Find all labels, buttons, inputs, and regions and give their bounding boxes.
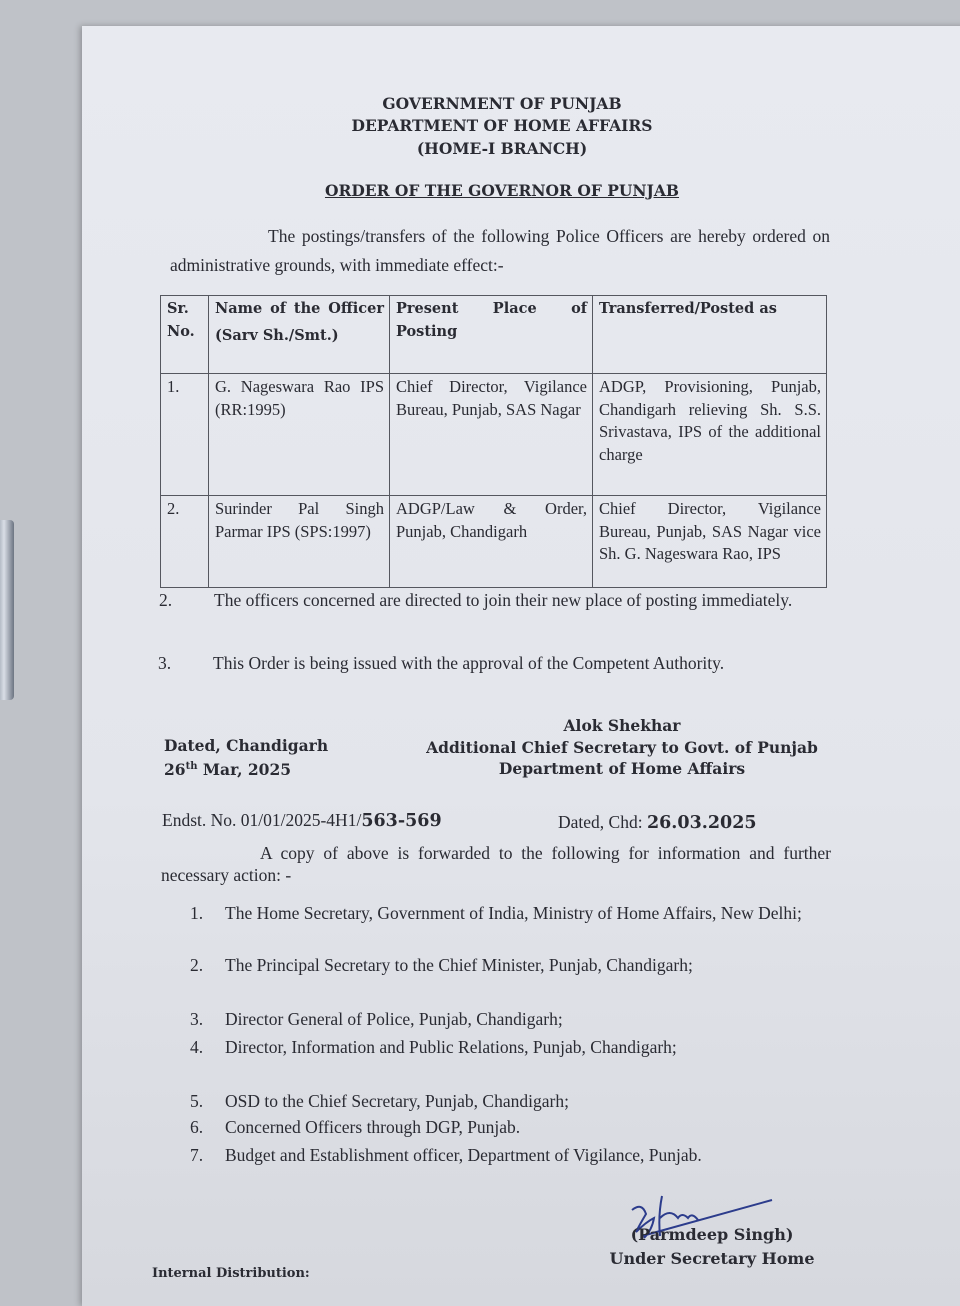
header-line3: (HOME-I BRANCH) — [416, 139, 588, 158]
day-suffix: th — [185, 761, 198, 772]
endst-date: 26.03.2025 — [646, 813, 757, 833]
para-number: 2. — [159, 590, 173, 610]
item-text: Concerned Officers through DGP, Punjab. — [225, 1117, 521, 1137]
item-number: 3. — [190, 1009, 204, 1029]
signer-designation: Under Secretary Home — [609, 1249, 815, 1268]
transfer-table — [160, 295, 827, 588]
month-year: Mar, 2025 — [197, 760, 292, 780]
pen — [0, 520, 14, 700]
cell: ADGP, Provisioning, Punjab, Chandigarh relieving Sh. S.S. Srivastava, IPS of the additional charge — [593, 374, 827, 496]
endorsement-number — [162, 810, 442, 831]
cell: Chief Director, Vigilance Bureau, Punjab, SAS Nagar — [390, 374, 593, 496]
col-transferred: Transferred/Posted as — [593, 296, 827, 374]
copy-intro: A copy of above is forwarded to the following for information and further necessary action: - — [161, 843, 831, 885]
cell: Chief Director, Vigilance Bureau, Punjab, SAS Nagar vice Sh. G. Nageswara Rao, IPS — [593, 496, 827, 588]
item-text: Budget and Establishment officer, Department of Vigilance, Punjab. — [225, 1145, 702, 1165]
col-name-label: Name of the Officer — [215, 300, 384, 317]
endst-date-label: Dated, Chd: — [558, 812, 647, 832]
para-number: 3. — [158, 653, 172, 673]
dated-place: Dated, Chandigarh — [164, 736, 329, 755]
endst-num: 563-569 — [361, 811, 442, 831]
internal-distribution: Internal Distribution: — [152, 1266, 310, 1281]
item-number: 2. — [190, 955, 204, 975]
col-present: Present Place of Posting — [390, 296, 593, 374]
cell: 1. — [161, 374, 209, 496]
cell: Surinder Pal Singh Parmar IPS (SPS:1997) — [209, 496, 390, 588]
day: 26 — [164, 760, 186, 780]
signatory-block — [402, 715, 842, 780]
header-line1: GOVERNMENT OF PUNJAB — [382, 94, 622, 113]
dated-date — [164, 756, 328, 780]
item-text: The Home Secretary, Government of India, Ministry of Home Affairs, New Delhi; — [225, 903, 802, 923]
signer-block — [592, 1223, 832, 1271]
signatory-name: Alok Shekhar — [563, 716, 681, 735]
item-number: 5. — [190, 1091, 204, 1111]
para-text: The officers concerned are directed to join their new place of posting immediately. — [214, 590, 793, 610]
cell: ADGP/Law & Order, Punjab, Chandigarh — [390, 496, 593, 588]
signatory-designation: Additional Chief Secretary to Govt. of Punjab — [426, 737, 818, 757]
item-number: 4. — [190, 1037, 204, 1057]
paragraph-2 — [159, 586, 837, 615]
para-text: This Order is being issued with the approval of the Competent Authority. — [213, 653, 725, 673]
document-page — [82, 26, 960, 1306]
item-text: The Principal Secretary to the Chief Minister, Punjab, Chandigarh; — [225, 955, 693, 975]
signatory-dept: Department of Home Affairs — [498, 759, 746, 778]
item-text: Director, Information and Public Relations, Punjab, Chandigarh; — [225, 1037, 677, 1057]
paragraph-3 — [158, 649, 837, 678]
endorsement-date — [558, 812, 757, 833]
signer-name: (Parmdeep Singh) — [630, 1225, 794, 1244]
item-number: 7. — [190, 1145, 204, 1165]
col-sr: Sr. No. — [161, 296, 209, 374]
item-number: 6. — [190, 1117, 204, 1137]
intro-paragraph: The postings/transfers of the following Police Officers are hereby ordered on administrative grounds, with immediate effect:- — [170, 226, 830, 275]
col-name-sub: (Sarv Sh./Smt.) — [215, 326, 339, 344]
table-row — [161, 374, 827, 496]
cell: G. Nageswara Rao IPS (RR:1995) — [209, 374, 390, 496]
item-text: OSD to the Chief Secretary, Punjab, Chandigarh; — [225, 1091, 569, 1111]
order-title: ORDER OF THE GOVERNOR OF PUNJAB — [324, 181, 680, 200]
header-line2: DEPARTMENT OF HOME AFFAIRS — [351, 116, 653, 135]
endst-prefix: Endst. No. 01/01/2025-4H1/ — [162, 810, 362, 830]
item-text: Director General of Police, Punjab, Chandigarh; — [225, 1009, 563, 1029]
table-row — [161, 496, 827, 588]
item-number: 1. — [190, 903, 204, 923]
col-name — [209, 296, 390, 374]
cell: 2. — [161, 496, 209, 588]
dated-block — [164, 735, 328, 780]
